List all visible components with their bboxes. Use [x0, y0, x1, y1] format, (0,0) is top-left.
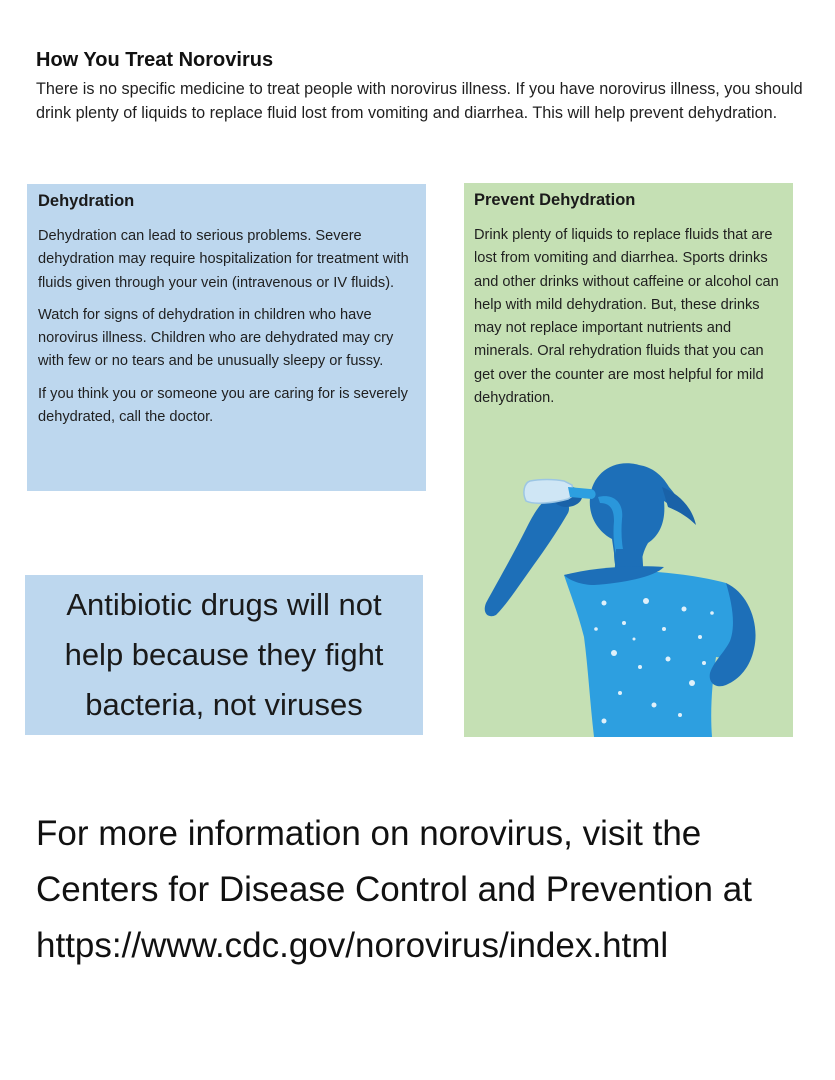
woman-drinking-water-icon [464, 453, 793, 737]
dehydration-title: Dehydration [38, 192, 135, 210]
dehydration-paragraph-3: If you think you or someone you are caring for is severely dehydrated, call the doctor. [38, 385, 408, 426]
dehydration-box [27, 184, 426, 491]
antibiotic-note-box [25, 575, 423, 735]
more-info-footer: For more information on norovirus, visit the Centers for Disease Control and Prevention at https://www.cdc.gov/norovirus/index.html [36, 814, 752, 965]
prevent-dehydration-body: Drink plenty of liquids to replace fluids that are lost from vomiting and diarrhea. Sports drinks and other drinks without caffeine or alcohol can help with mild dehydration. But, these drinks may not replace important nutrients and minerals. Oral rehydration fluids that you can get over the counter are most helpful for mild dehydration. [474, 227, 779, 407]
prevent-dehydration-box [464, 183, 793, 737]
page-title: How You Treat Norovirus [36, 49, 274, 71]
dehydration-paragraph-2: Watch for signs of dehydration in children who have norovirus illness. Children who are dehydrated may cry with few or no tears and be unusually sleepy or fussy. [38, 306, 394, 370]
dehydration-paragraph-1: Dehydration can lead to serious problems. Severe dehydration may require hospitalization for treatment with fluids given through your vein (intravenous or IV fluids). [38, 228, 409, 291]
intro-paragraph: There is no specific medicine to treat people with norovirus illness. If you have norovirus illness, you should drink plenty of liquids to replace fluid lost from vomiting and diarrhea. This will help prevent dehydration. [36, 80, 803, 122]
prevent-dehydration-title: Prevent Dehydration [474, 191, 636, 209]
antibiotic-note-text: Antibiotic drugs will not help because they fight bacteria, not viruses [64, 587, 384, 722]
